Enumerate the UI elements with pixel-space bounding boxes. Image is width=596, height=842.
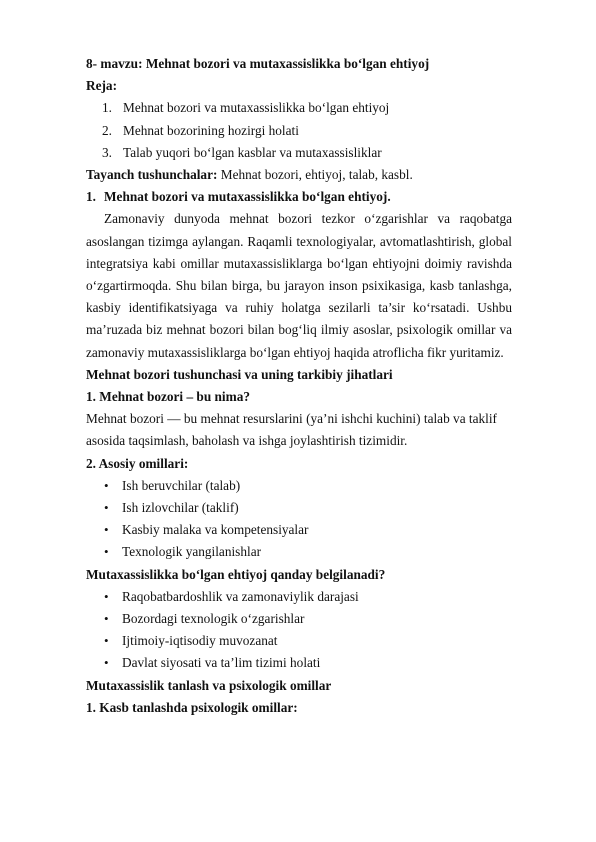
list-item-text: Raqobatbardoshlik va zamonaviylik darajasi xyxy=(122,588,359,604)
document-body xyxy=(86,53,512,719)
psych-subheading: 1. Kasb tanlashda psixologik omillar: xyxy=(86,699,298,715)
list-item-text: Texnologik yangilanishlar xyxy=(122,544,262,560)
bullet-icon: • xyxy=(104,611,109,627)
plan-item-number: 3. xyxy=(102,144,112,160)
psych-heading: Mutaxassislik tanlash va psixologik omillar xyxy=(86,677,332,693)
plan-list xyxy=(86,97,512,164)
list-item xyxy=(86,475,512,497)
plan-item xyxy=(86,97,512,119)
section-1-title-text: Mehnat bozori va mutaxassislikka bo‘lgan ehtiyoj. xyxy=(104,189,391,205)
bullet-icon: • xyxy=(104,544,109,560)
demand-heading: Mutaxassislikka bo‘lgan ehtiyoj qanday belgilanadi? xyxy=(86,566,386,582)
plan-item-number: 1. xyxy=(102,100,112,116)
bullet-icon: • xyxy=(104,500,109,516)
list-item xyxy=(86,652,512,674)
list-item-text: Davlat siyosati va ta’lim tizimi holati xyxy=(122,655,321,671)
key-concepts-text: Mehnat bozori, ehtiyoj, talab, kasbl. xyxy=(217,167,413,183)
demand-list xyxy=(86,586,512,675)
list-item-text: Ish izlovchilar (taklif) xyxy=(122,500,239,516)
plan-item xyxy=(86,120,512,142)
topic-title: 8- mavzu: Mehnat bozori va mutaxassislikka bo‘lgan ehtiyoj xyxy=(86,56,430,71)
main-factors-list xyxy=(86,475,512,564)
plan-item-text: Mehnat bozori va mutaxassislikka bo‘lgan ehtiyoj xyxy=(123,100,390,116)
bullet-icon: • xyxy=(104,522,109,538)
list-item-text: Ijtimoiy-iqtisodiy muvozanat xyxy=(122,633,278,649)
list-item xyxy=(86,519,512,541)
key-concepts xyxy=(86,164,512,186)
what-is-heading: 1. Mehnat bozori – bu nima? xyxy=(86,389,251,405)
what-is-line-1: Mehnat bozori — bu mehnat resurslarini (ya’ni ishchi kuchini) talab va taklif xyxy=(86,411,497,427)
bullet-icon: • xyxy=(104,477,109,493)
list-item-text: Kasbiy malaka va kompetensiyalar xyxy=(122,522,309,538)
plan-item-number: 2. xyxy=(102,122,112,138)
list-item xyxy=(86,608,512,630)
section-1-number: 1. xyxy=(86,189,96,205)
plan-label: Reja: xyxy=(86,78,118,94)
list-item-text: Bozordagi texnologik o‘zgarishlar xyxy=(122,611,305,627)
key-concepts-label: Tayanch tushunchalar: xyxy=(86,167,218,183)
list-item xyxy=(86,497,512,519)
section-1-title xyxy=(86,186,512,208)
bullet-icon: • xyxy=(104,655,109,671)
plan-item-text: Talab yuqori bo‘lgan kasblar va mutaxassisliklar xyxy=(123,144,382,160)
bullet-icon: • xyxy=(104,633,109,649)
plan-item-text: Mehnat bozorining hozirgi holati xyxy=(123,122,299,138)
bullet-icon: • xyxy=(104,588,109,604)
concept-heading: Mehnat bozori tushunchasi va uning tarkibiy jihatlari xyxy=(86,366,393,382)
list-item xyxy=(86,541,512,563)
list-item xyxy=(86,586,512,608)
list-item xyxy=(86,630,512,652)
section-1-paragraph: Zamonaviy dunyoda mehnat bozori tezkor o‘zgarishlar va raqobatga asoslangan tizimga aylangan. Raqamli texnologiyalar, avtomatlashtirish, global integratsiya kabi omillar mutaxassisliklarga bo‘lgan ehtiyojni doimiy ravishda o‘zgartirmoqda. Shu bilan birga, bu jarayon inson psixikasiga, kasb tanlashga, kasbiy identifikatsiyaga va ruhiy holatga sezilarli ta’sir ko‘rsatadi. Ushbu ma’ruzada biz mehnat bozori bilan bog‘liq ilmiy asoslar, psixologik omillar va zamonaviy mutaxassisliklarga bo‘lgan ehtiyoj haqida atroflicha fikr yuritamiz. xyxy=(86,211,512,360)
list-item-text: Ish beruvchilar (talab) xyxy=(122,477,241,493)
what-is-line-2: asosida taqsimlash, baholash va ishga joylashtirish tizimidir. xyxy=(86,433,408,449)
main-factors-heading: 2. Asosiy omillari: xyxy=(86,455,189,471)
plan-item xyxy=(86,142,512,164)
